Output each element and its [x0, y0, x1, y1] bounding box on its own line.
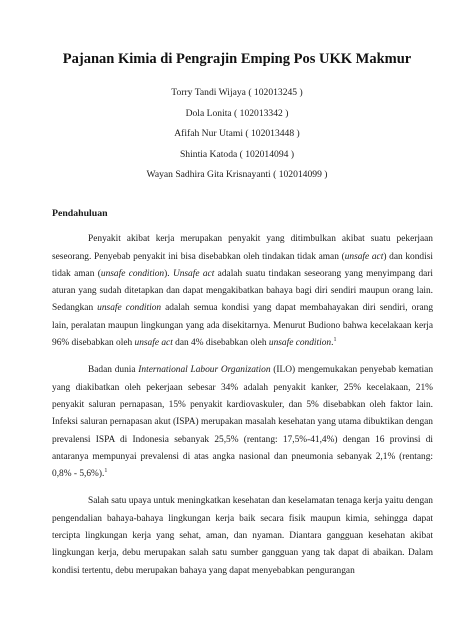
- text: Salah satu upaya untuk meningkatkan kesehatan dan keselamatan tenaga kerja yaitu dengan pengendalian bahaya-bahaya lingkungan kerja baik secara fisik maupun kimia, sehingga dapat tercipta lingkungan kerja yang sehat, aman, dan nyaman. Diantara gangguan kesehatan akibat lingkungan kerja, debu merupakan salah satu sumber gangguan yang tak dapat di abaikan. Dalam kondisi tertentu, debu merupakan bahaya yang dapat menyebabkan pengurangan: [52, 496, 433, 576]
- italic-term: International Labour Organization: [138, 365, 271, 376]
- italic-term: unsafe act: [134, 338, 173, 349]
- paragraph-1: [52, 231, 433, 352]
- text: Penyakit akibat kerja merupakan penyakit yang ditimbulkan akibat suatu pekerjaan seseorang. Penyebab penyakit ini bisa disebabkan oleh tindakan tidak aman (: [52, 234, 433, 262]
- author-name: Dola Lonita ( 102013342 ): [185, 107, 289, 119]
- italic-term: Unsafe act: [172, 268, 215, 279]
- paragraph-2: [52, 362, 433, 483]
- italic-term: unsafe condition: [268, 338, 332, 349]
- italic-term: unsafe condition: [100, 268, 165, 279]
- paper-title: Pajanan Kimia di Pengrajin Emping Pos UKK Makmur: [62, 51, 412, 67]
- author-list: [0, 83, 474, 186]
- citation-ref: 1: [333, 336, 337, 343]
- text: ) dan kondisi tidak aman (: [52, 251, 433, 279]
- author-name: Wayan Sadhira Gita Krisnayanti ( 102014099 ): [146, 169, 328, 180]
- italic-term: unsafe condition: [97, 303, 162, 314]
- author-name: Afifah Nur Utami ( 102013448 ): [174, 128, 300, 139]
- author-name: Shintia Katoda ( 102014094 ): [179, 148, 295, 160]
- document-body: [52, 205, 433, 590]
- text: ).: [164, 268, 173, 279]
- text: (ILO) mengemukakan penyebab kematian yang diakibatkan oleh pekerjaan sebesar 34% adalah penyakit kanker, 25% kecelakaan, 21% penyakit saluran pernapasan, 15% penyakit kardiovaskuler, dan 5% disebabkan oleh faktor lain. Infeksi saluran pernapasan akut (ISPA) merupakan masalah kesehatan yang utama dibuktikan dengan prevalensi ISPA di Indonesia sebanyak 25,5% (rentang: 17,5%-41,4%) dengan 16 provinsi di antaranya mempunyai prevalensi di atas angka nasional dan pneumonia sebanyak 2,1% (rentang: 0,8% - 5,6%).: [52, 365, 434, 480]
- text: adalah semua kondisi yang dapat membahayakan diri sendiri, orang lain, peralatan maupun lingkungan yang ada disekitarnya. Menurut Budiono bahwa kecelakaan kerja 96% disebabkan oleh: [52, 303, 434, 349]
- text: adalah suatu tindakan seseorang yang menyimpang dari aturan yang sudah ditetapkan dan dapat mengakibatkan bahaya bagi diri sendiri maupun orang lain. Sedangkan: [52, 268, 434, 314]
- paragraph-3: [52, 493, 433, 579]
- section-heading: Pendahuluan: [52, 208, 108, 219]
- italic-term: unsafe act: [344, 251, 384, 262]
- text: dan 4% disebabkan oleh: [172, 338, 269, 349]
- author-name: Torry Tandi Wijaya ( 102013245 ): [171, 87, 303, 98]
- citation-ref: 1: [104, 468, 108, 475]
- text: .: [331, 338, 334, 349]
- text: Badan dunia: [88, 365, 139, 376]
